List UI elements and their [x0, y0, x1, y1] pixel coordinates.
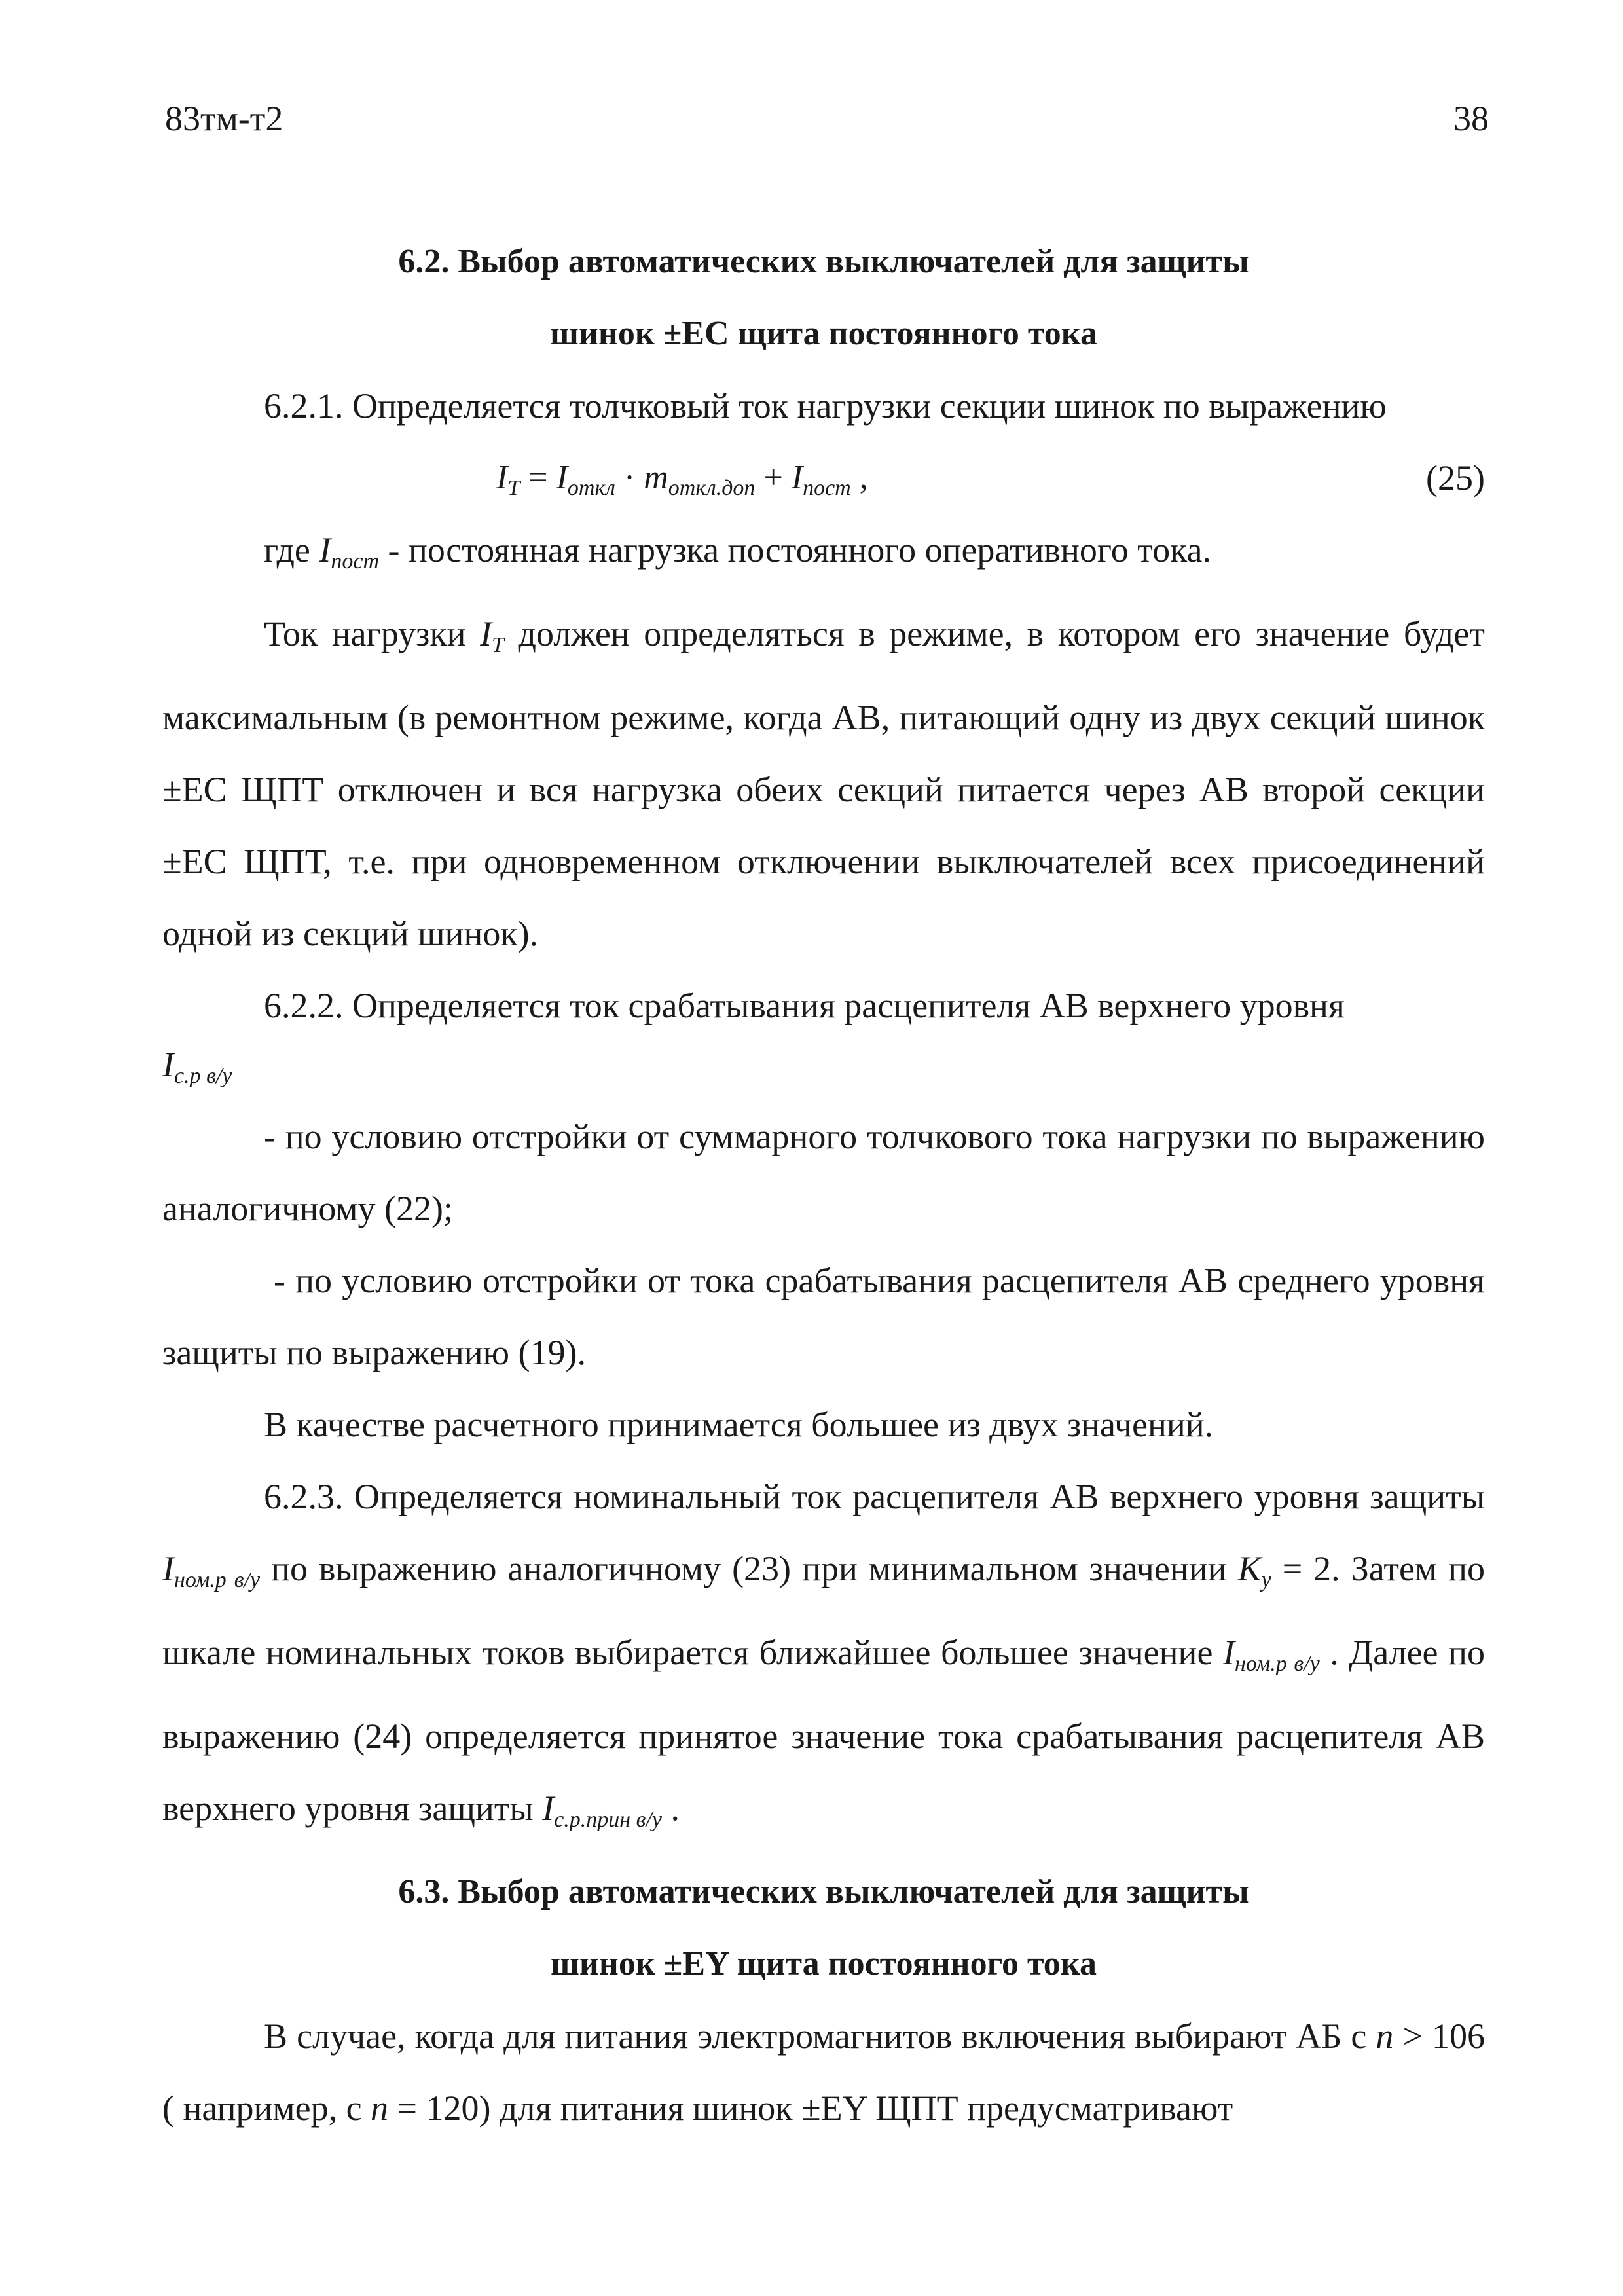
formula-symbol: I: [542, 1789, 555, 1828]
formula-expression: [496, 442, 868, 524]
formula-subscript: с.р в/у: [173, 1064, 232, 1088]
text-span: > 106 ( например, с: [162, 2016, 1485, 2128]
formula-symbol: K: [1237, 1549, 1262, 1588]
formula-symbol: I: [496, 459, 508, 496]
section-6-3-title: [162, 1856, 1485, 2000]
formula-subscript: у: [1261, 1568, 1271, 1592]
formula-subscript: пост: [331, 549, 380, 574]
paragraph-6-2-2: 6.2.2. Определяется ток срабатывания расцепителя АВ верхнего уровня: [264, 986, 1345, 1025]
text-span: по выражению аналогичному (23) при минимальном значении: [260, 1549, 1238, 1588]
paragraph-calculated-value: В качестве расчетного принимается большее из двух значений.: [264, 1405, 1214, 1444]
page-header: [165, 98, 1489, 151]
formula-operator: ,: [850, 459, 868, 496]
document-code: 83тм-т2: [165, 99, 283, 138]
formula-symbol: n: [1376, 2016, 1394, 2056]
formula-symbol: I: [791, 459, 803, 496]
paragraph-6-2-1: 6.2.1. Определяется толчковый ток нагрузки секции шинок по выражению: [264, 386, 1387, 426]
section-6-2-title: [162, 226, 1485, 370]
text-span: должен определяться в режиме, в котором его значение будет максимальным (в ремонтном режиме, когда АВ, питающий одну из двух секций шинок ±ЕС ЩПТ отключен и вся нагрузка обеих секций питается через АВ второй секции ±ЕС ЩПТ, т.е. при одновременном отключении выключателей всех присоединений одной из секций шинок).: [162, 614, 1485, 953]
formula-operator: =: [520, 459, 556, 496]
paragraph-6-2-3: [162, 1461, 1485, 1856]
trip-current-symbol: [162, 1042, 1485, 1101]
formula-symbol: I: [319, 530, 331, 570]
formula-symbol: n: [371, 2088, 389, 2128]
formula-subscript: T: [507, 476, 520, 500]
formula-25: [162, 442, 1485, 514]
text-span: - постоянная нагрузка постоянного оперативного тока.: [379, 530, 1211, 570]
text-span: .: [661, 1789, 680, 1828]
text-span: Ток нагрузки: [264, 614, 481, 653]
text-span: = 120) для питания шинок ±ЕY ЩПТ предусматривают: [388, 2088, 1233, 2128]
formula-subscript: ном.р в/у: [1235, 1652, 1320, 1676]
text-span: = 2. Затем по шкале номинальных токов выбирается ближайшее большее значение: [162, 1549, 1486, 1672]
paragraph-6-3: [162, 2000, 1485, 2144]
formula-subscript: откл: [567, 476, 615, 500]
formula-subscript: пост: [803, 476, 851, 500]
formula-symbol: I: [162, 1045, 174, 1084]
section-6-3-title-line2: шинок ±ЕY щита постоянного тока: [551, 1945, 1097, 1982]
section-6-3-title-line1: 6.3. Выбор автоматических выключателей для защиты: [398, 1873, 1249, 1910]
formula-symbol: I: [162, 1549, 174, 1588]
page-number: 38: [1453, 99, 1489, 138]
page-content: [162, 226, 1485, 2144]
formula-subscript: T: [492, 633, 504, 657]
condition-2: - по условию отстройки от тока срабатывания расцепителя АВ среднего уровня защиты по выражению (19).: [162, 1261, 1485, 1372]
formula-symbol: I: [480, 614, 492, 653]
formula-explanation: [162, 514, 1485, 598]
formula-subscript: ном.р в/у: [173, 1568, 261, 1592]
formula-symbol: m: [644, 459, 668, 496]
formula-operator: +: [755, 459, 792, 496]
condition-1: - по условию отстройки от суммарного толчкового тока нагрузки по выражению аналогичному (22);: [162, 1117, 1485, 1228]
section-6-2-title-line2: шинок ±ЕС щита постоянного тока: [550, 315, 1097, 352]
formula-number: (25): [1426, 458, 1485, 498]
formula-symbol: I: [1223, 1633, 1235, 1672]
formula-symbol: I: [556, 459, 568, 496]
text-span: . Далее по выражению (24) определяется принятое значение тока срабатывания расцепителя АВ верхнего уровня защиты: [162, 1633, 1486, 1828]
paragraph-load-current: [162, 598, 1485, 970]
text-span: где: [264, 530, 319, 570]
formula-operator: ·: [615, 459, 644, 496]
text-span: 6.2.3. Определяется номинальный ток расцепителя АВ верхнего уровня защиты: [264, 1477, 1485, 1516]
formula-subscript: с.р.прин в/у: [554, 1808, 662, 1832]
text-span: В случае, когда для питания электромагнитов включения выбирают АБ с: [264, 2016, 1376, 2056]
formula-subscript: откл.доп: [668, 476, 756, 500]
section-6-2-title-line1: 6.2. Выбор автоматических выключателей для защиты: [398, 243, 1249, 280]
